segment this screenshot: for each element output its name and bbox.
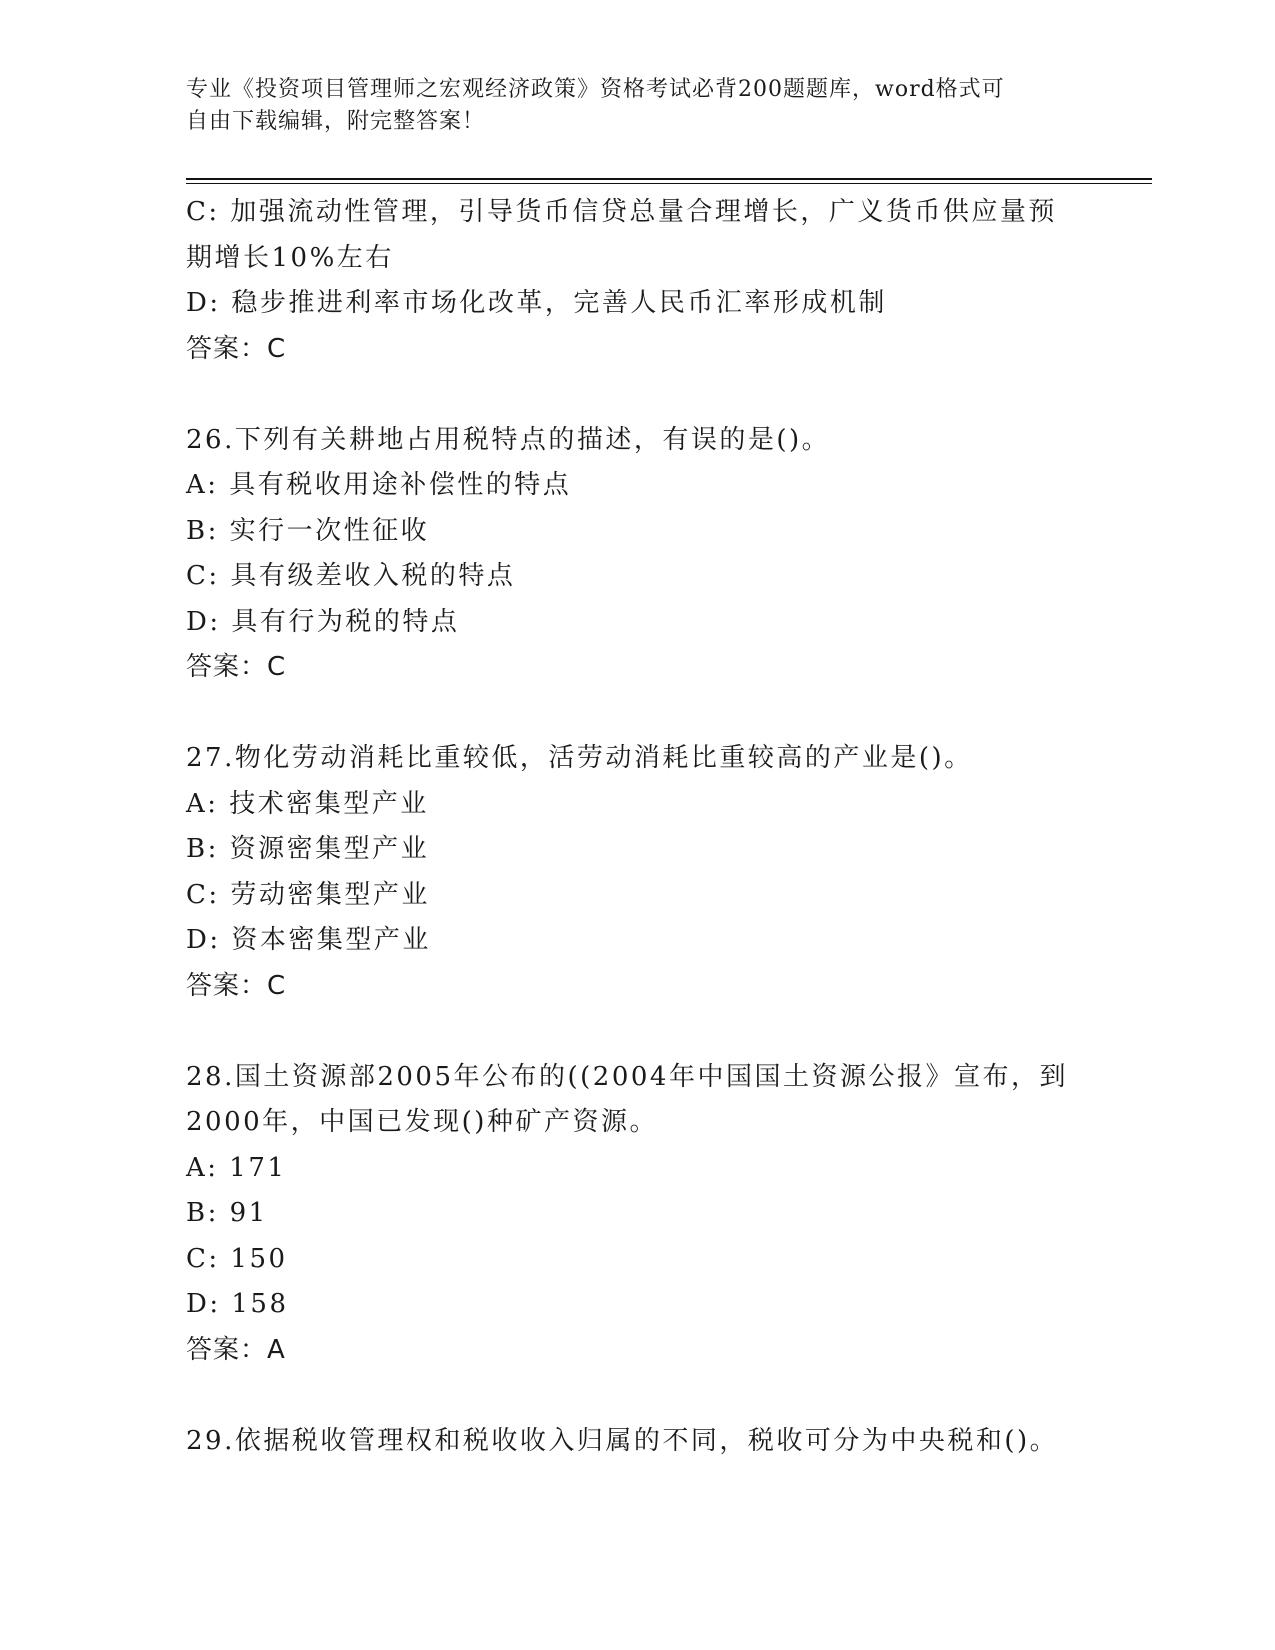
spacer <box>186 1009 1086 1055</box>
header-divider-thick <box>186 178 1152 180</box>
answer-line: 答案：C <box>186 970 287 1001</box>
option-d: D: 稳步推进利率市场化改革，完善人民币汇率形成机制 <box>186 288 887 318</box>
option-c: C: 具有级差收入税的特点 <box>186 561 516 591</box>
spacer <box>186 1373 1086 1419</box>
option-c-continued: 期增长10%左右 <box>186 242 394 273</box>
option-b: B: 91 <box>186 1198 268 1228</box>
question-block-29 <box>186 1419 1086 1465</box>
answer-line: 答案：C <box>186 652 287 682</box>
spacer <box>186 372 1086 418</box>
question-text-continued: 2000年，中国已发现()种矿产资源。 <box>186 1107 658 1137</box>
answer-line: 答案：A <box>186 1334 286 1365</box>
question-text: 27.物化劳动消耗比重较低，活劳动消耗比重较高的产业是()。 <box>186 743 973 773</box>
header-title-line-2: 自由下载编辑，附完整答案！ <box>186 109 486 134</box>
question-text: 26.下列有关耕地占用税特点的描述，有误的是()。 <box>186 424 831 455</box>
question-text: 28.国土资源部2005年公布的((2004年中国国土资源公报》宣布，到 <box>186 1061 1068 1092</box>
option-c: C: 加强流动性管理，引导货币信贷总量合理增长，广义货币供应量预 <box>186 197 1057 227</box>
header-divider-thin <box>186 183 1152 184</box>
spacer <box>186 691 1086 737</box>
option-d: D: 资本密集型产业 <box>186 925 431 955</box>
question-text: 29.依据税收管理权和税收收入归属的不同，税收可分为中央税和()。 <box>186 1425 1059 1456</box>
option-d: D: 具有行为税的特点 <box>186 606 460 637</box>
answer-line: 答案：C <box>186 333 287 364</box>
option-c: C: 150 <box>186 1243 288 1274</box>
option-c: C: 劳动密集型产业 <box>186 879 430 910</box>
option-b: B: 实行一次性征收 <box>186 515 430 546</box>
option-a: A: 具有税收用途补偿性的特点 <box>186 470 572 500</box>
header-title-line-1: 专业《投资项目管理师之宏观经济政策》资格考试必背200题题库，word格式可 <box>186 77 1005 102</box>
question-block-27 <box>186 736 1086 1009</box>
option-a: A: 171 <box>186 1152 287 1183</box>
document-header <box>186 74 1066 138</box>
question-block-28 <box>186 1055 1086 1374</box>
option-b: B: 资源密集型产业 <box>186 834 430 864</box>
option-a: A: 技术密集型产业 <box>186 788 429 819</box>
option-d: D: 158 <box>186 1289 289 1319</box>
question-block-26 <box>186 418 1086 691</box>
question-list <box>186 190 1086 1464</box>
question-block-prev <box>186 190 1086 372</box>
